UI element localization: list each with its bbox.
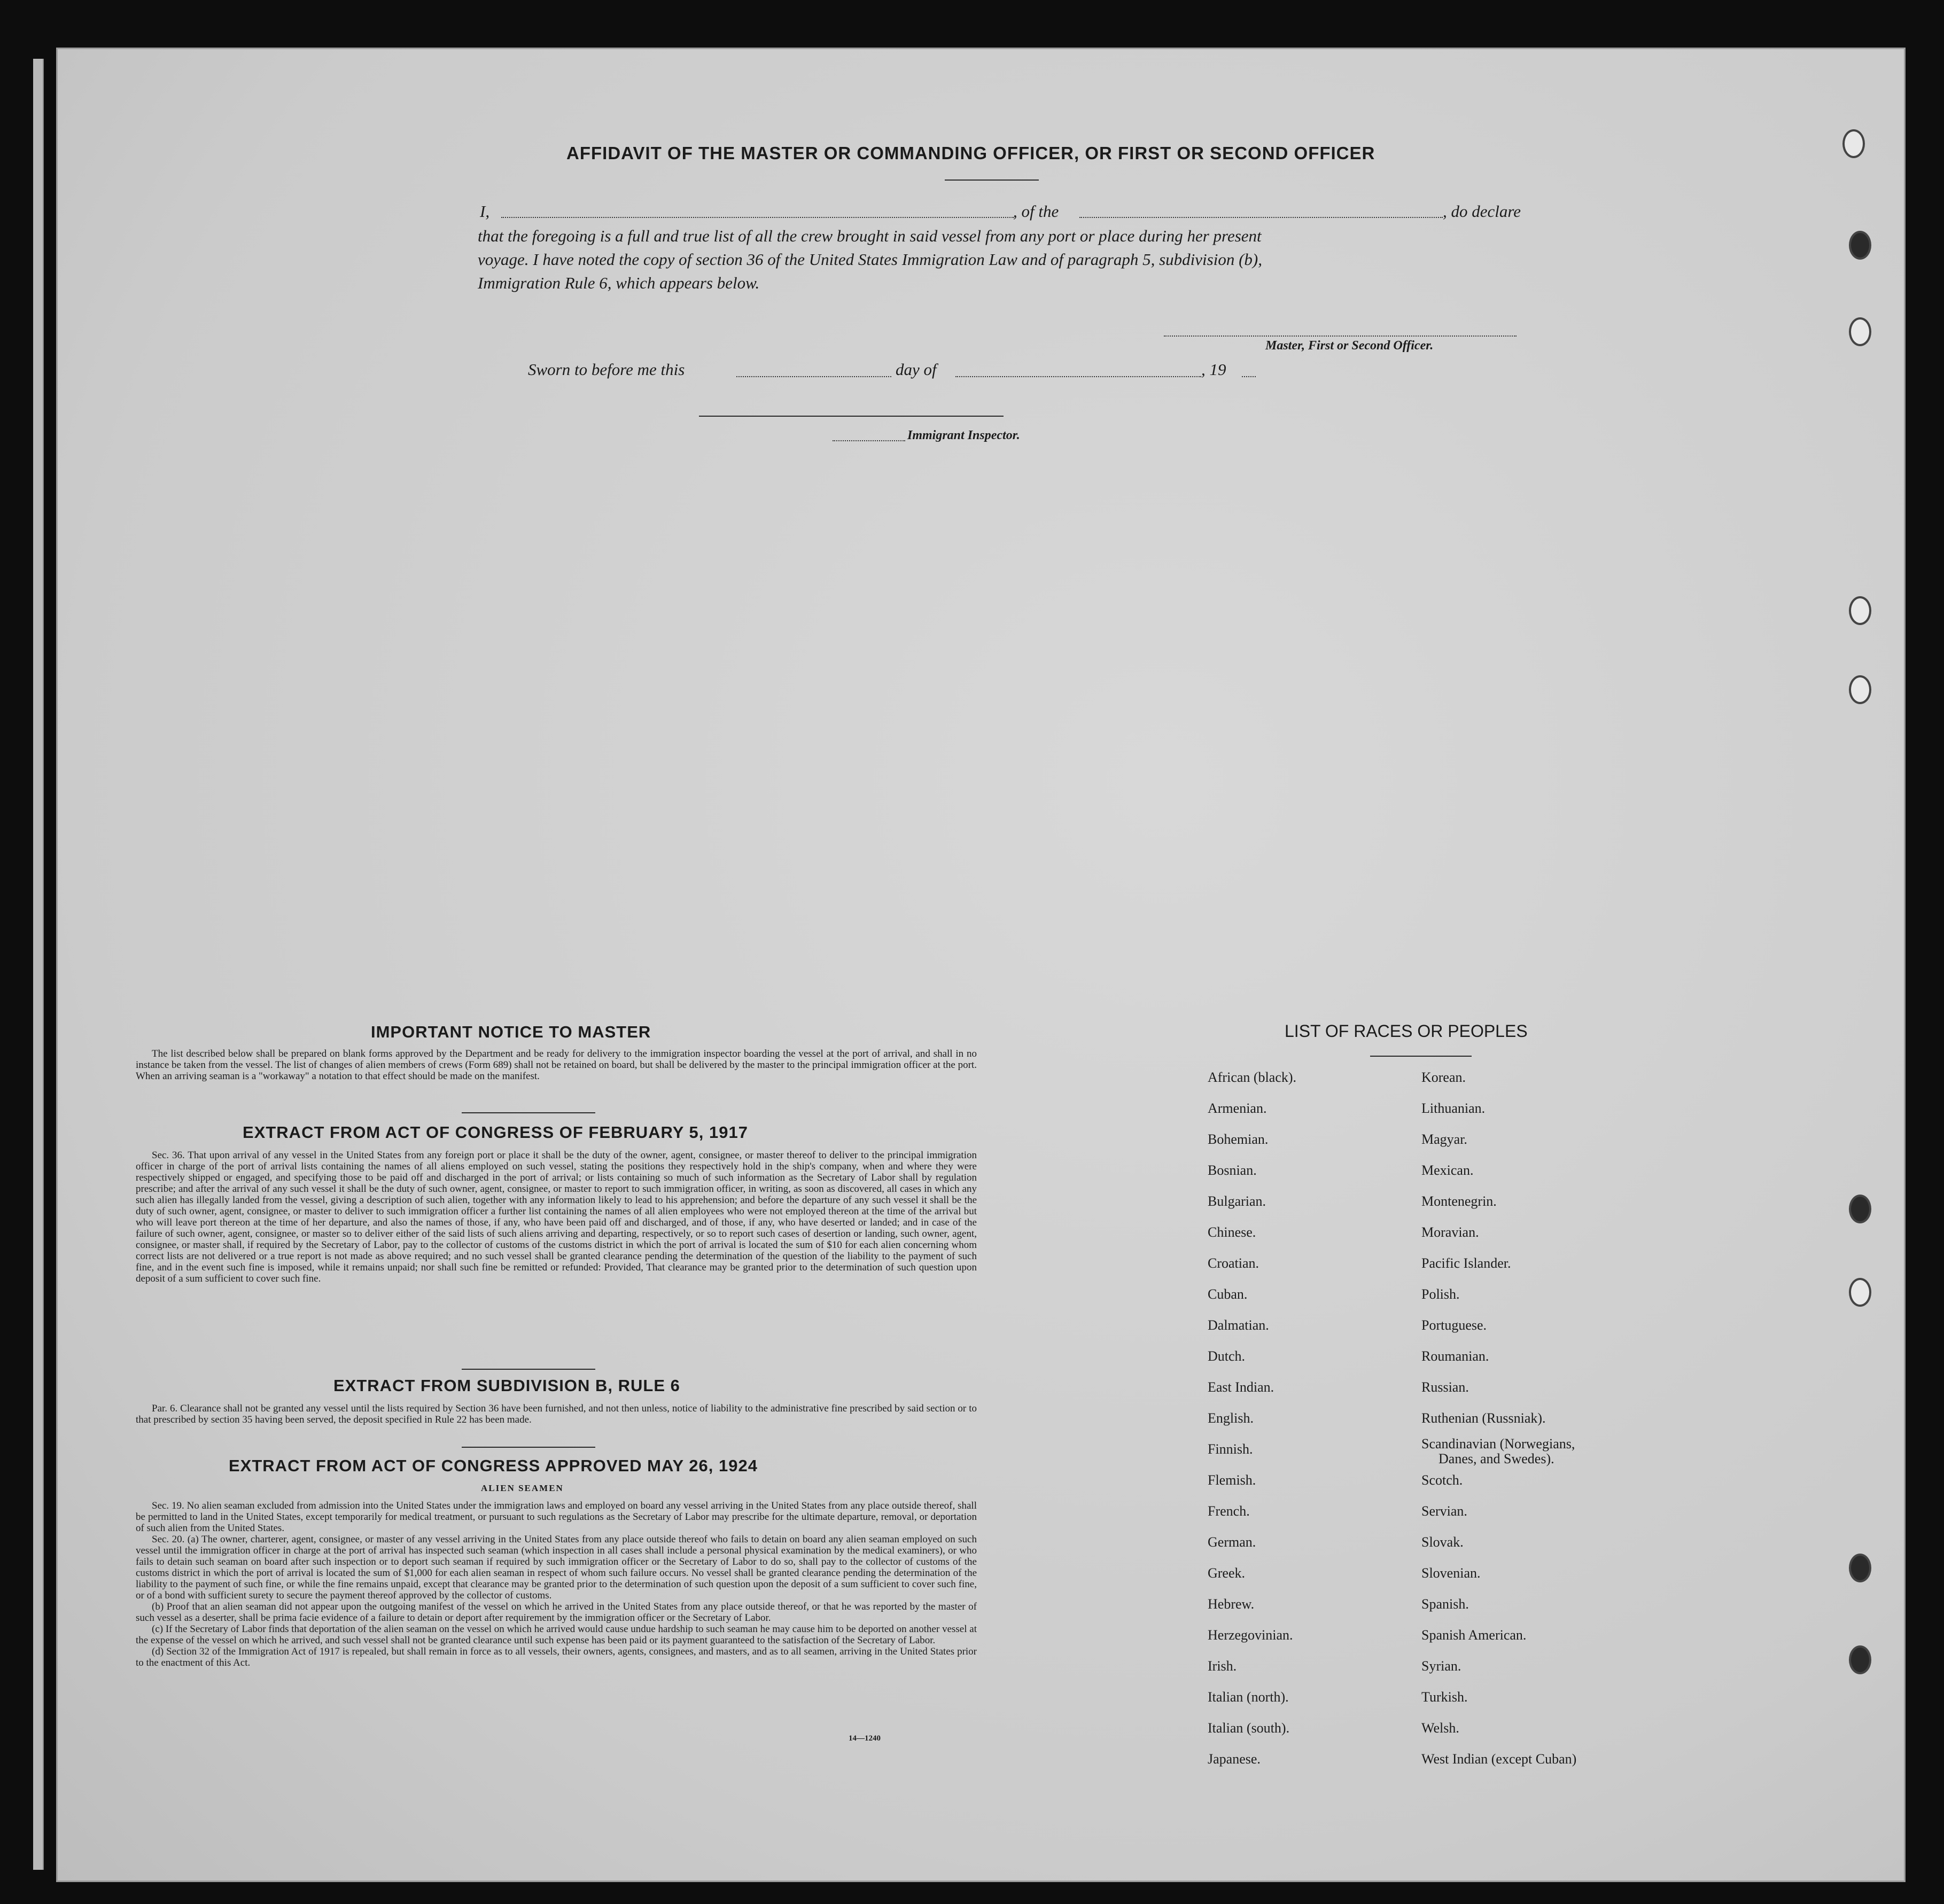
race-item: Scotch.: [1421, 1472, 1463, 1488]
extract-1924-sec20a: Sec. 20. (a) The owner, charterer, agent, consignee, or master of any vessel arriving in the United States from any place outside thereof who fails to detain on board any alien seaman employed on such vessel until the immigration officer in charge at the port of arrival has inspected such seaman (which inspection in all cases shall include a personal physical examination by the medical examiners), or who fails to detain such seaman on board after such inspection or to deport such seaman if required by such immigration officer or the Secretary of Labor to do so, shall pay to the collector of customs of the customs district in which the port of arrival is located the sum of $1,000 for each alien seaman in respect of whom such failure occurs. No vessel shall be granted clearance pending the determination of the liability to the payment of such fine, or while the fine remains unpaid, except that clearance may be granted prior to the determination of such question upon the deposit of a sum sufficient to cover such fine, or of a bond with sufficient surety to secure the payment thereof approved by the collector of customs.: [136, 1534, 977, 1601]
extract-1924-sec19: Sec. 19. No alien seaman excluded from admission into the United States under the immigration laws and employed on board any vessel arriving in the United States from any place outside thereof, shall be permitted to land in the United States, except temporarily for medical treatment, or pursuant to such regulations as the Secretary of Labor may prescribe for the ultimate departure, removal, or deportation of such alien from the United States.: [136, 1500, 977, 1534]
inspector-dots: [833, 440, 905, 441]
race-item: Korean.: [1421, 1070, 1466, 1085]
race-item: Slovenian.: [1421, 1565, 1481, 1581]
race-item-continuation: Danes, and Swedes).: [1438, 1451, 1554, 1466]
race-item: French.: [1208, 1503, 1250, 1519]
punch-hole-icon: [1849, 317, 1871, 346]
race-item: Armenian.: [1208, 1101, 1267, 1116]
race-item: Lithuanian.: [1421, 1101, 1486, 1116]
race-item: Portuguese.: [1421, 1317, 1487, 1333]
underlying-sheet-edge: [33, 59, 44, 1870]
section-divider: [462, 1369, 595, 1370]
race-item: German.: [1208, 1534, 1256, 1550]
affidavit-line-1a: I,: [480, 202, 490, 221]
title-underline: [945, 180, 1039, 181]
affidavit-line-4: Immigration Rule 6, which appears below.: [478, 274, 760, 292]
form-number: 14—1240: [849, 1734, 881, 1743]
race-item: Mexican.: [1421, 1162, 1474, 1178]
extract-rule6-body: [136, 1403, 977, 1425]
punch-hole-icon: [1849, 1278, 1871, 1307]
race-item: Flemish.: [1208, 1472, 1256, 1488]
sworn-text-c: , 19: [1201, 360, 1226, 379]
race-item: Ruthenian (Russniak).: [1421, 1410, 1546, 1426]
signature-blank: [1164, 335, 1517, 337]
race-item: Russian.: [1421, 1379, 1469, 1395]
vessel-blank: [1079, 217, 1443, 218]
race-item: Irish.: [1208, 1658, 1237, 1674]
race-item: Spanish.: [1421, 1596, 1469, 1612]
day-blank: [736, 376, 891, 377]
race-item: Polish.: [1421, 1286, 1460, 1302]
extract-rule6-title: EXTRACT FROM SUBDIVISION B, RULE 6: [333, 1376, 680, 1395]
race-item: Italian (south).: [1208, 1720, 1290, 1736]
race-item: Chinese.: [1208, 1224, 1256, 1240]
extract-1924-title: EXTRACT FROM ACT OF CONGRESS APPROVED MAY 26, 1924: [229, 1456, 758, 1475]
section-divider: [462, 1112, 595, 1113]
signature-label: Master, First or Second Officer.: [1265, 339, 1434, 353]
extract-1917-paragraph: Sec. 36. That upon arrival of any vessel in the United States from any foreign port or place it shall be the duty of the owner, agent, consignee, or master thereof to deliver to the principal immigration officer in charge of the port of arrival lists containing the names of all aliens employed on such vessel, stating the positions they respectively hold in the ship's company, when and where they were respectively shipped or engaged, and specifying those to be paid off and discharged in the port of arrival; or lists containing so much of such information as the Secretary of Labor shall by regulation prescribe; and after the arrival of any such vessel it shall be the duty of such owner, agent, consignee, or master to report to such immigration officer, in writing, as soon as discovered, all cases in which any such alien has illegally landed from the vessel, giving a description of such alien, together with any information likely to lead to his apprehension; and before the departure of any such vessel it shall be the duty of such owner, agent, consignee, or master to deliver to such immigration officer a further list containing the names of all alien employees who were not employed thereon at the time of the arrival but who will leave port thereon at the time of her departure, and also the names of those, if any, who have been paid off and discharged, and of those, if any, who have deserted or landed; and in case of the failure of such owner, agent, consignee, or master so to deliver either of the said lists of such aliens arriving and departing, respectively, or so to report such cases of desertion or landing, such owner, agent, consignee, or master shall, if required by the Secretary of Labor, pay to the collector of customs of the customs district in which the port of arrival is located the sum of $10 for each alien concerning whom correct lists are not delivered or a true report is not made as above required; and no such vessel shall be granted clearance pending the determination of the question of the liability to the payment of such fine, and in the event such fine is imposed, while it remains unpaid; nor shall such fine be remitted or refunded: Provided, That clearance may be granted prior to the determination of such question upon deposit of a sum sufficient to cover such fine.: [136, 1150, 977, 1284]
race-item: Bulgarian.: [1208, 1193, 1266, 1209]
document-page: [58, 49, 1904, 1880]
race-item: Pacific Islander.: [1421, 1255, 1511, 1271]
race-item: Servian.: [1421, 1503, 1467, 1519]
race-item: Scandinavian (Norwegians,: [1421, 1436, 1575, 1452]
affidavit-title: AFFIDAVIT OF THE MASTER OR COMMANDING OFFICER, OR FIRST OR SECOND OFFICER: [566, 143, 1375, 163]
race-item: Cuban.: [1208, 1286, 1248, 1302]
affidavit-line-3: voyage. I have noted the copy of section 36 of the United States Immigration Law and of paragraph 5, subdivision (b),: [478, 250, 1262, 269]
punch-hole-icon: [1849, 1554, 1871, 1582]
alien-seamen-subtitle: ALIEN SEAMEN: [481, 1483, 564, 1493]
race-item: Spanish American.: [1421, 1627, 1527, 1643]
punch-hole-icon: [1849, 1195, 1871, 1223]
punch-hole-icon: [1849, 675, 1871, 704]
race-item: Magyar.: [1421, 1132, 1467, 1147]
name-blank: [501, 217, 1014, 218]
race-item: African (black).: [1208, 1070, 1297, 1085]
race-item: East Indian.: [1208, 1379, 1274, 1395]
notice-paragraph: The list described below shall be prepared on blank forms approved by the Department and be ready for delivery to the immigration inspector boarding the vessel at the port of arrival, and shall in no instance be taken from the vessel. The list of changes of alien members of crews (Form 689) shall not be retained on board, but shall be delivered by the master to the principal immigration officer at the port. When an arriving seaman is a "workaway" a notation to that effect should be made on the manifest.: [136, 1048, 977, 1082]
race-item: Slovak.: [1421, 1534, 1464, 1550]
race-item: Croatian.: [1208, 1255, 1259, 1271]
race-item: Greek.: [1208, 1565, 1246, 1581]
race-item: Dalmatian.: [1208, 1317, 1269, 1333]
race-item: Hebrew.: [1208, 1596, 1255, 1612]
race-item: Finnish.: [1208, 1441, 1253, 1457]
punch-hole-icon: [1849, 1645, 1871, 1674]
race-item: Syrian.: [1421, 1658, 1461, 1674]
sworn-text-b: day of: [896, 360, 937, 379]
inspector-signature-line: [699, 416, 1004, 417]
race-item: Japanese.: [1208, 1751, 1261, 1767]
punch-hole-icon: [1849, 596, 1871, 625]
race-item: English.: [1208, 1410, 1254, 1426]
notice-title: IMPORTANT NOTICE TO MASTER: [371, 1023, 651, 1041]
affidavit-line-1b: , of the: [1013, 202, 1059, 221]
year-blank: [1242, 376, 1256, 377]
punch-hole-icon: [1849, 231, 1871, 260]
extract-rule6-paragraph: Par. 6. Clearance shall not be granted any vessel until the lists required by Section 36 have been furnished, and not then unless, notice of liability to the administrative fine prescribed by said section or to that prescribed by section 35 having been served, the deposit specified in Rule 22 has been made.: [136, 1403, 977, 1425]
extract-1924-sec20d: (d) Section 32 of the Immigration Act of 1917 is repealed, but shall remain in force as to all vessels, their owners, agents, consignees, and masters, and as to all seamen, arriving in the United States prior to the enactment of this Act.: [136, 1646, 977, 1668]
race-item: Moravian.: [1421, 1224, 1479, 1240]
race-item: Bosnian.: [1208, 1162, 1257, 1178]
race-item: Turkish.: [1421, 1689, 1468, 1705]
race-item: Bohemian.: [1208, 1132, 1269, 1147]
extract-1924-sec20b: (b) Proof that an alien seaman did not appear upon the outgoing manifest of the vessel on which he arrived in the United States from any place outside thereof, or that he was reported by the master of such vessel as a deserter, shall be prima facie evidence of a failure to detain or deport after requirement by the immigration officer or the Secretary of Labor.: [136, 1601, 977, 1624]
extract-1917-title: EXTRACT FROM ACT OF CONGRESS OF FEBRUARY 5, 1917: [243, 1123, 748, 1142]
race-item: Welsh.: [1421, 1720, 1459, 1736]
race-item: Herzegovinian.: [1208, 1627, 1293, 1643]
extract-1917-body: [136, 1150, 977, 1284]
races-title-underline: [1370, 1056, 1472, 1057]
inspector-label: Immigrant Inspector.: [907, 428, 1020, 442]
notice-body: [136, 1048, 977, 1082]
race-item: Montenegrin.: [1421, 1193, 1497, 1209]
race-item: Italian (north).: [1208, 1689, 1289, 1705]
affidavit-line-1c: , do declare: [1443, 202, 1521, 221]
section-divider: [462, 1447, 595, 1448]
race-item: West Indian (except Cuban): [1421, 1751, 1577, 1767]
affidavit-line-2: that the foregoing is a full and true list of all the crew brought in said vessel from any port or place during her present: [478, 227, 1262, 245]
sworn-text-a: Sworn to before me this: [528, 360, 685, 379]
race-item: Dutch.: [1208, 1348, 1246, 1364]
extract-1924-body: [136, 1500, 977, 1668]
races-title: LIST OF RACES OR PEOPLES: [1285, 1021, 1528, 1041]
month-blank: [955, 376, 1201, 377]
punch-hole-icon: [1842, 129, 1865, 158]
race-item: Roumanian.: [1421, 1348, 1489, 1364]
extract-1924-sec20c: (c) If the Secretary of Labor finds that deportation of the alien seaman on the vessel on which he arrived would cause undue hardship to such seaman he may cause him to be deported on another vessel at the expense of the vessel on which he arrived, and such vessel shall not be granted clearance until such expense has been paid or its payment guaranteed to the satisfaction of the Secretary of Labor.: [136, 1624, 977, 1646]
